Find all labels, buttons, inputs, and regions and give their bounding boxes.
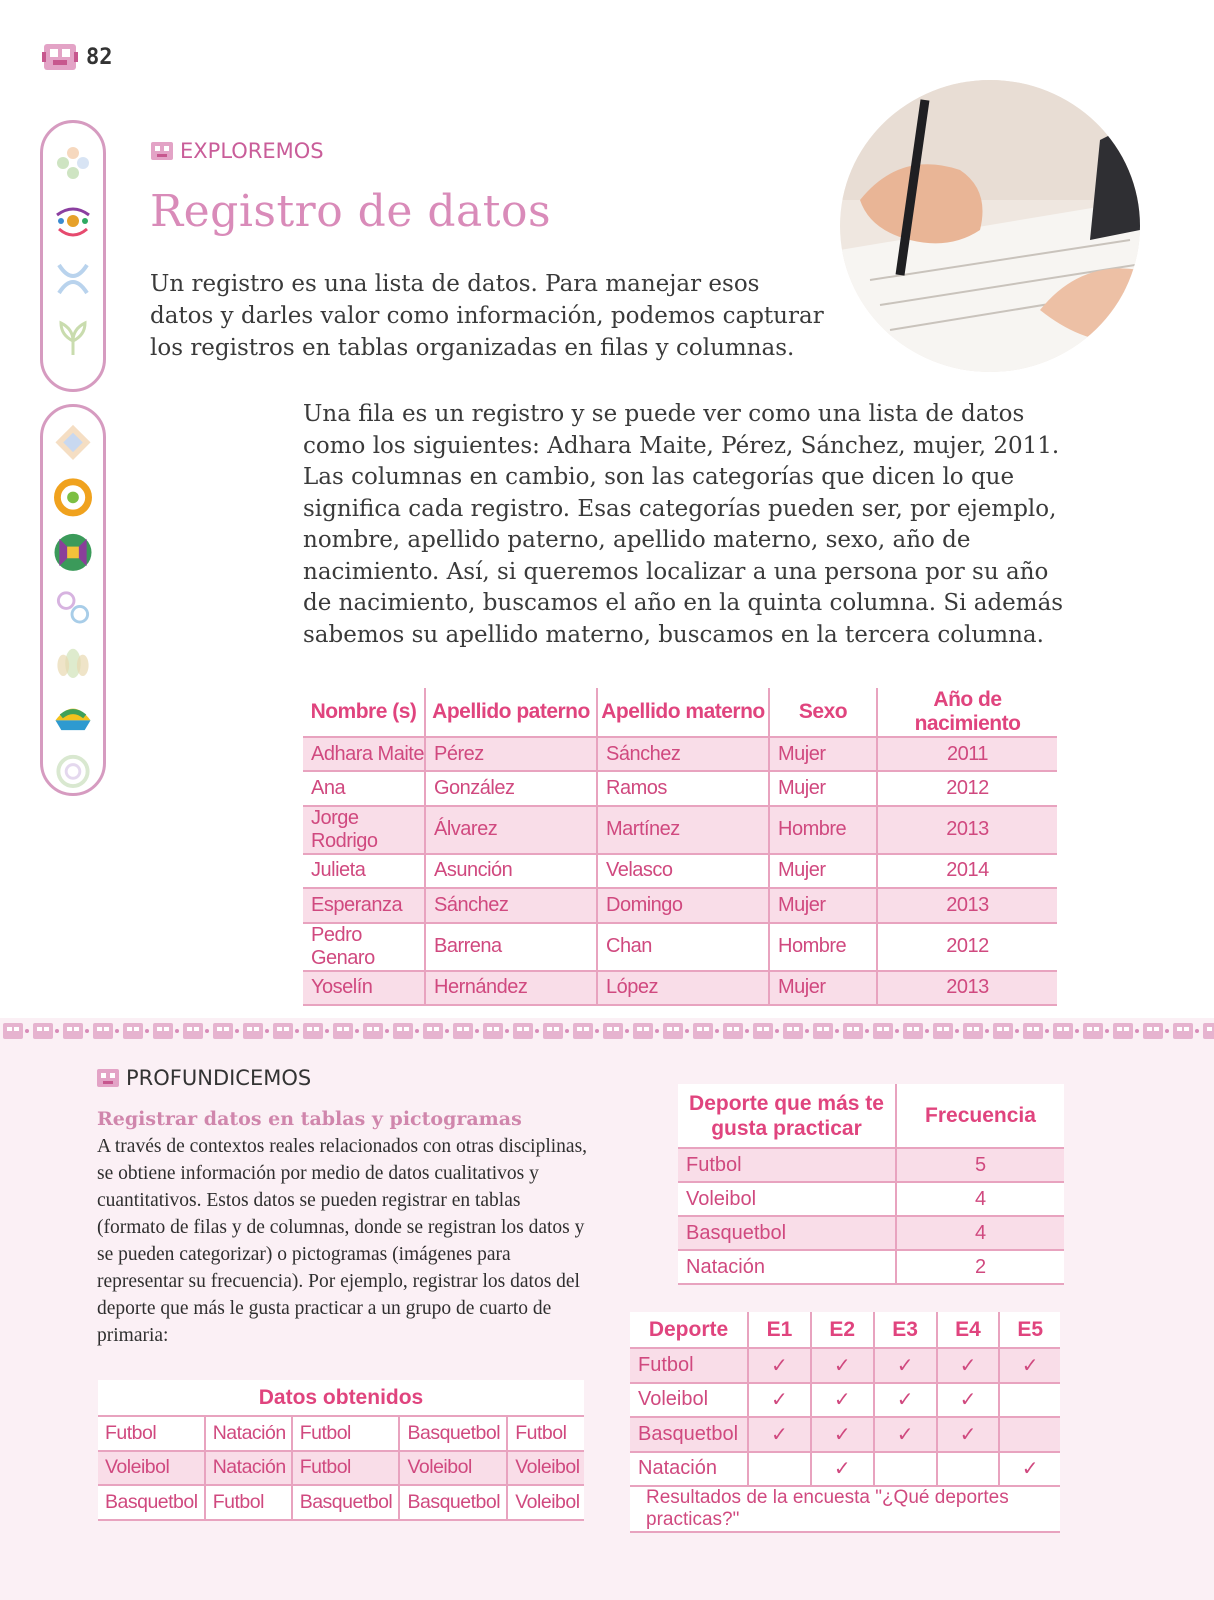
check-mark-icon [999,1417,1060,1452]
check-mark-icon: ✓ [874,1383,937,1418]
table-cell: 2 [896,1250,1064,1284]
table-cell: Basquetbol [399,1485,507,1520]
table-cell: Futbol [292,1416,400,1451]
explore-label-text: EXPLOREMOS [180,139,324,163]
check-mark-icon: ✓ [874,1417,937,1452]
table-cell: 4 [896,1216,1064,1250]
check-mark-icon [874,1452,937,1487]
table-cell: Pedro Genaro [303,923,425,971]
table-cell: Sánchez [597,737,769,771]
check-mark-icon: ✓ [748,1383,811,1418]
table-cell: Natación [630,1452,748,1487]
body-paragraph: Una fila es un registro y se puede ver como una lista de datos como los siguientes: Adhara Maite, Pérez, Sánchez, mujer, 2011. Las columnas en cambio, son las categorías que dicen lo que significa cada registro. Esas categorías pueden ser, por ejemplo, nombre, apellido paterno, apellido materno, sexo, año de nacimiento. Así, si queremos localizar a una persona por su año de nacimiento, buscamos el año en la quinta columna. Si además sabemos su apellido materno, buscamos en la tercera columna. [303,401,1064,648]
table-cell: Esperanza [303,888,425,922]
table-cell: Voleibol [630,1383,748,1418]
table-cell: Asunción [425,854,597,888]
table-cell: 2013 [877,971,1057,1005]
survey-check-table [630,1312,1060,1533]
table-row [678,1250,1064,1284]
table-cell: Pérez [425,737,597,771]
table-row [303,806,1057,854]
check-mark-icon: ✓ [811,1452,874,1487]
table-cell: Futbol [205,1485,292,1520]
table-row [98,1451,584,1486]
table-row [678,1148,1064,1182]
sun-people-icon [51,199,95,243]
table-cell: Hombre [769,806,877,854]
decorative-divider [0,1018,1214,1044]
table-cell: Ana [303,771,425,805]
table-cell: Basquetbol [98,1485,205,1520]
plant-icon [51,315,95,359]
page-number-text: 82 [86,44,113,70]
header-ano: Año de nacimiento [877,688,1057,737]
table-cell: 2013 [877,806,1057,854]
deepen-subtitle: Registrar datos en tablas y pictogramas [97,1108,522,1130]
check-mark-icon: ✓ [748,1417,811,1452]
check-mark-icon [999,1383,1060,1418]
glyph-logo-icon [150,140,174,162]
table-cell: 2012 [877,923,1057,971]
table-row [303,737,1057,771]
table-row [678,1216,1064,1250]
table-cell: Futbol [507,1416,584,1451]
hill-sun-icon [51,695,95,738]
lotus-icon [51,640,95,683]
check-mark-icon: ✓ [999,1348,1060,1383]
header-apellido-materno: Apellido materno [597,688,769,737]
table-cell: Basquetbol [678,1216,896,1250]
header-nombre: Nombre (s) [303,688,425,737]
table-cell: Futbol [292,1451,400,1486]
header-e1: E1 [748,1312,811,1348]
cross-emblem-icon [51,531,95,574]
check-mark-icon: ✓ [937,1417,1000,1452]
check-mark-icon: ✓ [811,1417,874,1452]
flower-icon [51,141,95,185]
table-cell: Adhara Maite [303,737,425,771]
table-cell: Barrena [425,923,597,971]
table-cell: González [425,771,597,805]
rings-link-icon [51,586,95,629]
diamond-icon [51,421,95,464]
table-cell: Voleibol [678,1182,896,1216]
table-cell: Ramos [597,771,769,805]
side-rail-top [40,120,106,392]
table-cell: Natación [678,1250,896,1284]
side-rail-bottom [40,404,106,796]
table-cell: Voleibol [507,1451,584,1486]
table-row [630,1452,1060,1487]
table-cell: Voleibol [399,1451,507,1486]
deepen-section-label [96,1066,311,1090]
table-cell: Voleibol [507,1485,584,1520]
table-cell: Yoselín [303,971,425,1005]
table-cell: Basquetbol [292,1485,400,1520]
deepen-label-text: PROFUNDICEMOS [126,1066,312,1090]
check-mark-icon: ✓ [748,1348,811,1383]
table-row [630,1383,1060,1418]
table-cell: Basquetbol [630,1417,748,1452]
header-apellido-paterno: Apellido paterno [425,688,597,737]
check-mark-icon: ✓ [811,1348,874,1383]
table-cell: Mujer [769,888,877,922]
table-cell: 2011 [877,737,1057,771]
table-cell: Mujer [769,737,877,771]
header-deporte-gusta: Deporte que más te gusta practicar [678,1084,896,1148]
table-cell: Futbol [630,1348,748,1383]
check-mark-icon: ✓ [811,1383,874,1418]
glyph-logo-icon [42,40,78,74]
intro-paragraph: Un registro es una lista de datos. Para manejar esos datos y darles valor como información, podemos capturar los registros en tablas organizadas en filas y columnas. [150,271,824,361]
spiral-icon [51,750,95,793]
check-mark-icon [937,1452,1000,1487]
table-cell: Sánchez [425,888,597,922]
table-row [303,771,1057,805]
table-caption-row [630,1486,1060,1532]
table-cell: Álvarez [425,806,597,854]
data-obtained-table [98,1380,584,1521]
explore-section-label [150,139,324,163]
check-mark-icon: ✓ [999,1452,1060,1487]
frequency-table [678,1084,1064,1285]
header-e2: E2 [811,1312,874,1348]
table-cell: Chan [597,923,769,971]
glyph-logo-icon [96,1067,120,1089]
table-row [303,923,1057,971]
table-row [303,854,1057,888]
table-row [630,1417,1060,1452]
header-frecuencia: Frecuencia [896,1084,1064,1148]
table-row [98,1416,584,1451]
table-cell: Hernández [425,971,597,1005]
ring-icon [51,476,95,519]
page-number [42,40,113,74]
table-cell: Futbol [678,1148,896,1182]
table-cell: Julieta [303,854,425,888]
table-cell: Voleibol [98,1451,205,1486]
table-cell: Mujer [769,971,877,1005]
data-table-title: Datos obtenidos [98,1380,584,1416]
table-cell: López [597,971,769,1005]
knot-icon [51,257,95,301]
table-cell: 2014 [877,854,1057,888]
table-cell: Domingo [597,888,769,922]
table-cell: Hombre [769,923,877,971]
table-row [630,1348,1060,1383]
header-e4: E4 [937,1312,1000,1348]
table-cell: 4 [896,1182,1064,1216]
table-cell: Martínez [597,806,769,854]
table-cell: Natación [205,1451,292,1486]
header-deporte: Deporte [630,1312,748,1348]
table-row [303,971,1057,1005]
check-mark-icon [748,1452,811,1487]
table-row [98,1485,584,1520]
table-cell: Jorge Rodrigo [303,806,425,854]
page-title: Registro de datos [150,186,552,237]
table-row [303,888,1057,922]
table-cell: Basquetbol [399,1416,507,1451]
table-caption: Resultados de la encuesta "¿Qué deportes practicas?" [630,1486,1060,1532]
table-cell: 2012 [877,771,1057,805]
table-cell: Velasco [597,854,769,888]
registry-table [303,688,1057,1006]
table-cell: 5 [896,1148,1064,1182]
table-cell: Mujer [769,854,877,888]
header-e3: E3 [874,1312,937,1348]
writing-hand-photo [840,80,1140,372]
check-mark-icon: ✓ [937,1348,1000,1383]
header-sexo: Sexo [769,688,877,737]
table-cell: Futbol [98,1416,205,1451]
deepen-body: A través de contextos reales relacionados con otras disciplinas, se obtiene información por medio de datos cualitativos y cuantitativos. Estos datos se pueden registrar en tablas (formato de filas y de columnas, donde se registran los datos y se pueden categorizar) o pictogramas (imágenes para representar su frecuencia). Por ejemplo, registrar los datos del deporte que más le gusta practicar a un grupo de cuarto de primaria: [97,1136,588,1346]
header-e5: E5 [999,1312,1060,1348]
check-mark-icon: ✓ [874,1348,937,1383]
table-cell: Mujer [769,771,877,805]
table-cell: 2013 [877,888,1057,922]
check-mark-icon: ✓ [937,1383,1000,1418]
table-row [678,1182,1064,1216]
table-cell: Natación [205,1416,292,1451]
